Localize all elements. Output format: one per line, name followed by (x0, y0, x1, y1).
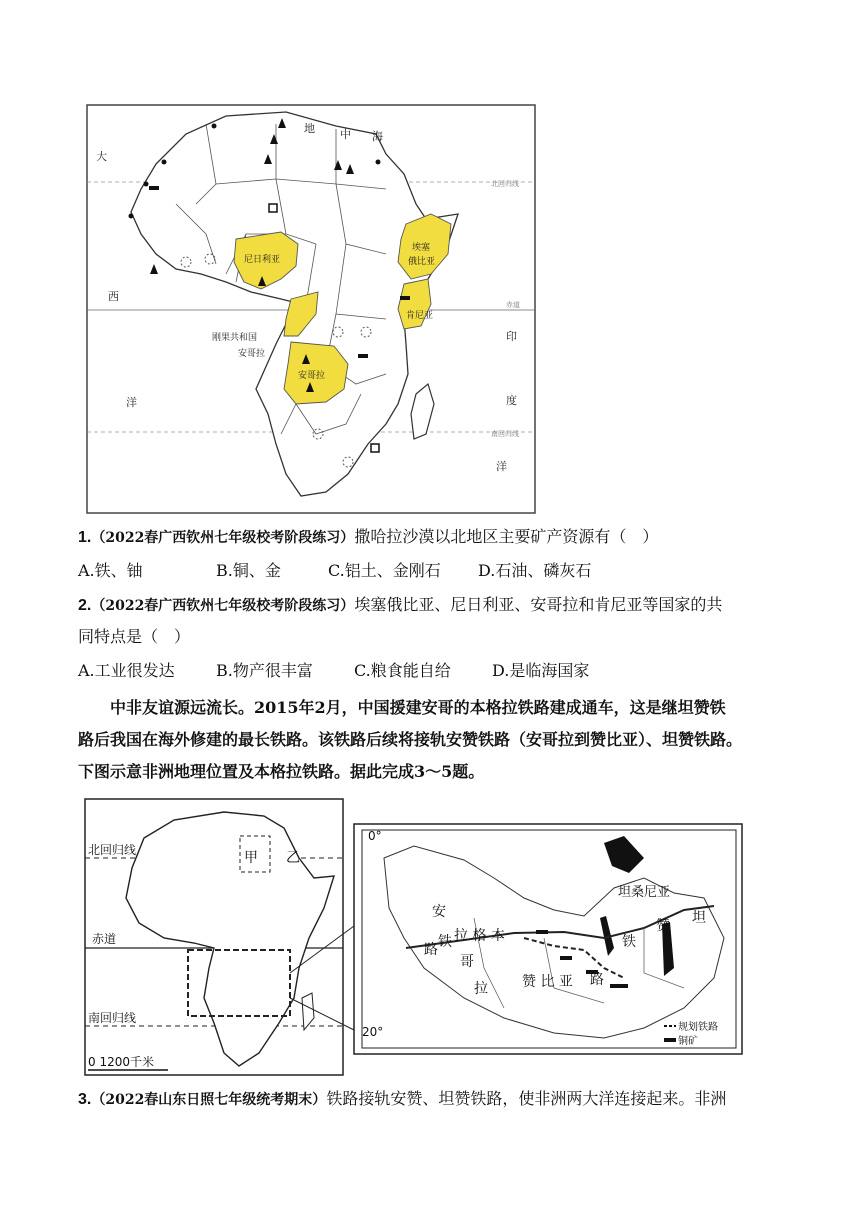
passage (78, 692, 786, 788)
question-text-line2: 同特点是（ ） (78, 627, 191, 646)
passage-line-2: 路后我国在海外修建的最长铁路。该铁路后续将接轨安赞铁路（安哥拉到赞比亚）、坦赞铁路。 (78, 730, 743, 749)
atlantic-label-1: 大 (96, 150, 107, 163)
jia-label: 甲 (244, 850, 258, 866)
tropic-n-label: 北回归线 (491, 180, 519, 188)
option-d[interactable]: D.是临海国家 (492, 661, 590, 680)
atlantic-label-2: 西 (108, 290, 119, 303)
med-label-2: 中 (340, 128, 351, 141)
tie1-label: 铁 (438, 934, 452, 950)
lat0-label: 0° (368, 829, 382, 843)
indian-label-1: 印 (506, 330, 517, 343)
option-d[interactable]: D.石油、磷灰石 (478, 561, 592, 580)
congo-label: 刚果共和国 (212, 333, 258, 343)
ethiopia-label-2: 俄比亚 (408, 257, 436, 267)
tropic-s-label: 南回归线 (88, 1011, 137, 1025)
question-source: （2022春山东日照七年级统考期末） (91, 1092, 327, 1108)
option-c[interactable]: C.铝土、金刚石 (328, 561, 441, 580)
zambia-label: 赞 比 亚 (522, 974, 573, 990)
tropic-n-label: 北回归线 (88, 843, 137, 857)
ethiopia-label-1: 埃塞 (412, 243, 431, 253)
option-c[interactable]: C.粮食能自给 (354, 661, 451, 680)
indian-label-2: 度 (506, 394, 517, 407)
equator-label: 赤道 (92, 932, 117, 946)
option-b[interactable]: B.物产很丰富 (216, 661, 313, 680)
lat20-label: 20° (362, 1025, 384, 1039)
kenya-label: 肯尼亚 (406, 311, 434, 321)
legend-copper-label: 铜矿 (678, 1036, 698, 1047)
scale-label: 0 1200千米 (88, 1055, 154, 1069)
tropic-s-label: 南回归线 (491, 430, 519, 438)
lu1-label: 路 (424, 942, 438, 958)
tanzania-label: 坦桑尼亚 (618, 885, 671, 900)
passage-line-3: 下图示意非洲地理位置及本格拉铁路。据此完成3～5题。 (78, 762, 485, 781)
tie2-label: 铁 (622, 934, 636, 950)
equator-label: 赤道 (506, 301, 520, 309)
zan-label: 赞 (656, 918, 670, 934)
question-1 (78, 524, 658, 551)
question-number: 3. (78, 1091, 92, 1108)
question-2-line2 (78, 624, 190, 650)
question-source: （2022春广西钦州七年级校考阶段练习） (91, 530, 355, 546)
question-source: （2022春广西钦州七年级校考阶段练习） (91, 598, 355, 614)
ge-label: 哥 (460, 954, 474, 970)
question-1-options (78, 558, 591, 584)
tan-label: 坦 (692, 910, 706, 926)
option-b[interactable]: B.铜、金 (216, 561, 281, 580)
question-2-options (78, 658, 589, 684)
med-label-1: 地 (304, 122, 315, 135)
benguela-railway-maps (84, 798, 746, 1076)
lu2-label: 路 (590, 972, 604, 988)
atlantic-label-3: 洋 (126, 396, 137, 409)
question-number: 1. (78, 529, 92, 546)
indian-label-3: 洋 (496, 460, 507, 473)
question-text: 铁路接轨安赞、坦赞铁路，使非洲两大洋连接起来。非洲 (326, 1089, 727, 1108)
legend-rail-label: 规划铁路 (678, 1022, 718, 1033)
option-a[interactable]: A.工业很发达 (78, 661, 175, 680)
passage-line-1: 中非友谊源远流长。2015年2月，中国援建安哥的本格拉铁路建成通车，这是继坦赞铁 (110, 698, 726, 717)
yi-label: 乙 (286, 850, 300, 866)
africa-mineral-map (86, 104, 536, 514)
benggela-label: 拉 格 本 (454, 928, 505, 944)
question-3 (78, 1086, 726, 1113)
an-label: 安 (432, 904, 446, 920)
question-text: 撒哈拉沙漠以北地区主要矿产资源有（ ） (354, 527, 659, 546)
option-a[interactable]: A.铁、铀 (78, 561, 143, 580)
angola-label: 安哥拉 (298, 371, 326, 381)
med-label-3: 海 (372, 130, 383, 143)
question-number: 2. (78, 597, 92, 614)
nigeria-label: 尼日利亚 (244, 255, 281, 265)
congo-label-2: 安哥拉 (238, 349, 266, 359)
question-2 (78, 592, 722, 619)
question-text-line1: 埃塞俄比亚、尼日利亚、安哥拉和肯尼亚等国家的共 (354, 595, 723, 614)
la-label: 拉 (474, 981, 488, 997)
